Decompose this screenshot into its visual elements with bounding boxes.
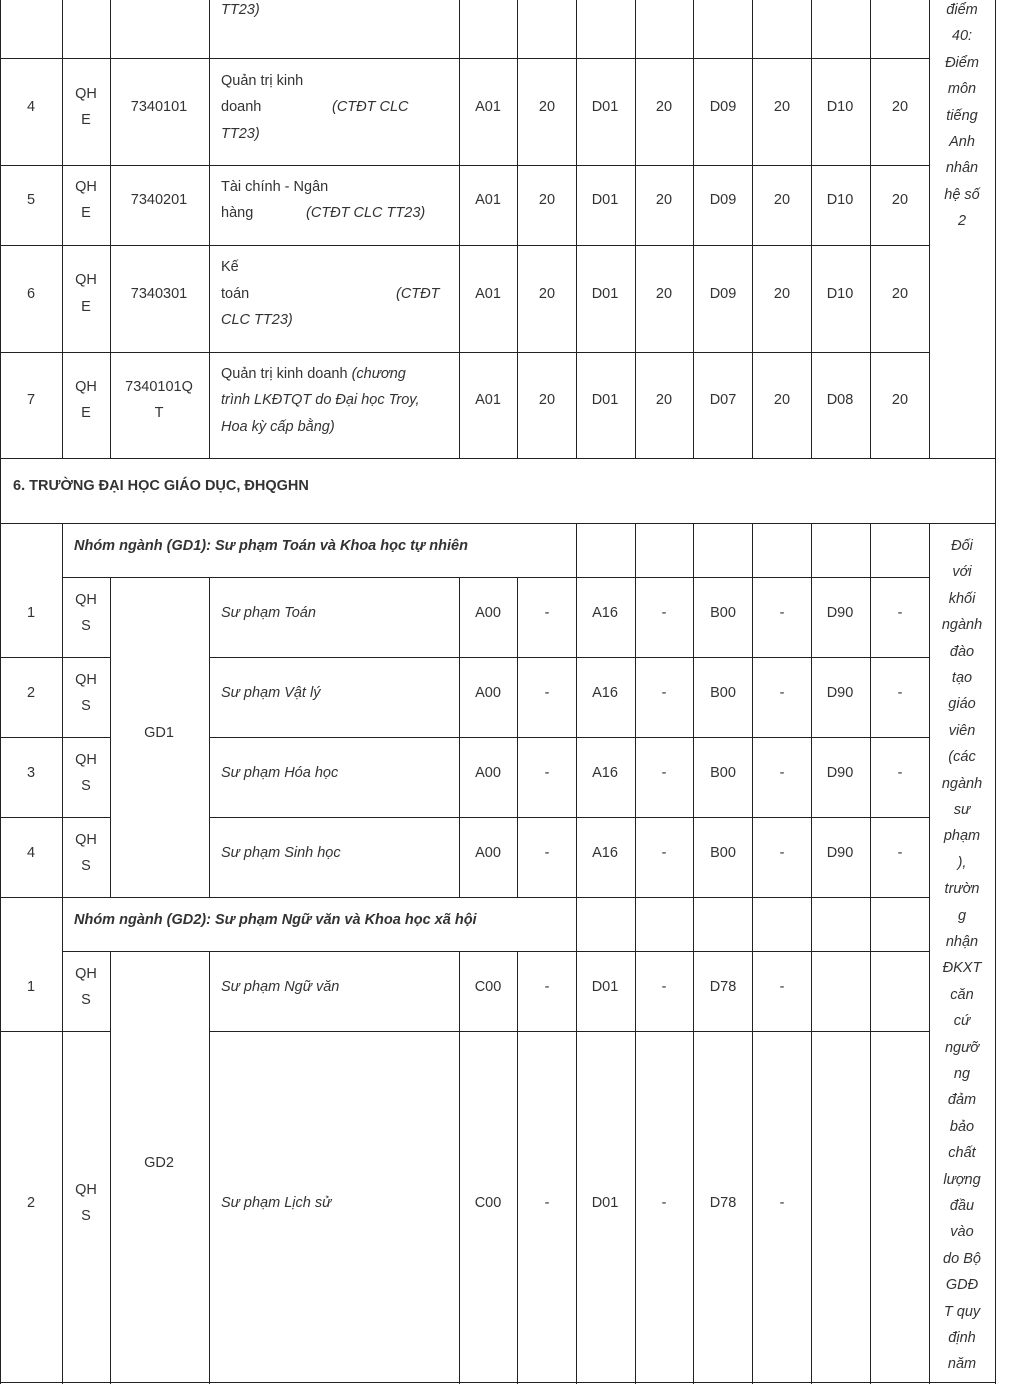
prefix-cell-line1: QH	[75, 672, 97, 688]
grid-line	[929, 0, 930, 459]
combo-cell: D09	[709, 192, 737, 208]
combo-cell: -	[544, 685, 550, 701]
combo-cell: D07	[709, 392, 737, 408]
grid-line	[209, 737, 930, 738]
grid-line	[110, 951, 111, 1384]
stt-cell: 4	[26, 99, 36, 115]
note-line: hệ số	[944, 186, 980, 203]
combo-cell: -	[779, 979, 785, 995]
note-line: viên	[948, 722, 976, 739]
prefix-cell-line2: E	[81, 405, 91, 421]
prefix-cell-line1: QH	[75, 832, 97, 848]
grid-line	[517, 577, 518, 898]
grid-line	[0, 458, 996, 459]
stt-cell: 7	[26, 392, 36, 408]
program-cell: Sư phạm Ngữ văn	[221, 979, 340, 995]
combo-cell: -	[544, 845, 550, 861]
program-cell-italic: (CTĐT	[396, 286, 440, 302]
grid-line	[0, 0, 1, 459]
combo-cell: A01	[475, 392, 501, 408]
combo-cell: 20	[773, 392, 791, 408]
combo-cell: A00	[475, 845, 501, 861]
note-line: do Bộ	[943, 1250, 981, 1267]
grid-line	[635, 0, 636, 459]
grid-line	[62, 577, 930, 578]
note-line: Đối	[951, 538, 973, 554]
combo-cell: D90	[826, 845, 854, 861]
combo-cell: -	[897, 685, 903, 701]
combo-cell: 20	[538, 192, 556, 208]
combo-cell: -	[779, 1195, 785, 1211]
group1-code: GD1	[144, 725, 174, 741]
combo-cell: D01	[591, 979, 619, 995]
grid-line	[62, 0, 63, 459]
combo-cell: -	[661, 1195, 667, 1211]
combo-cell: B00	[710, 605, 736, 621]
note-line: chất	[948, 1145, 976, 1162]
grid-line	[209, 0, 210, 459]
grid-line	[0, 1031, 111, 1032]
grid-line	[110, 577, 111, 898]
combo-cell: -	[661, 979, 667, 995]
grid-line	[209, 817, 930, 818]
prefix-cell-line2: E	[81, 112, 91, 128]
note-line: đảm	[947, 1092, 977, 1109]
program-cell-italic-line3: TT23)	[221, 126, 260, 142]
note-line: ),	[957, 854, 967, 871]
combo-cell: 20	[891, 99, 909, 115]
note-line: 40:	[951, 28, 973, 45]
combo-cell: -	[779, 685, 785, 701]
stt-cell: 1	[26, 979, 36, 995]
note-line: giáo	[948, 696, 976, 713]
program-cell-line1: Quản trị kinh doanh (chương	[221, 366, 406, 382]
combo-cell: 20	[891, 192, 909, 208]
note-line: tạo	[951, 670, 973, 686]
combo-cell: 20	[538, 99, 556, 115]
combo-cell: 20	[655, 99, 673, 115]
grid-line	[811, 0, 812, 459]
program-cell-line1: Kế	[221, 259, 239, 275]
group1-title: Nhóm ngành (GD1): Sư phạm Toán và Khoa học tự nhiên	[74, 538, 468, 554]
combo-cell: -	[661, 845, 667, 861]
note-line: với	[952, 564, 972, 581]
stt-cell: 2	[26, 1195, 36, 1211]
combo-cell: 20	[655, 192, 673, 208]
program-cell-italic: (CTĐT CLC	[332, 99, 409, 115]
grid-line	[752, 0, 753, 459]
grid-line	[752, 523, 753, 1384]
combo-cell: A01	[475, 286, 501, 302]
prefix-cell-line2: S	[81, 618, 91, 634]
grid-line	[517, 0, 518, 459]
grid-line	[459, 0, 460, 459]
group2-title: Nhóm ngành (GD2): Sư phạm Ngữ văn và Khoa học xã hội	[74, 912, 477, 928]
program-cell-line2: hàng	[221, 205, 254, 221]
combo-cell: 20	[773, 286, 791, 302]
combo-cell: D01	[591, 286, 619, 302]
prefix-cell-line1: QH	[75, 86, 97, 102]
combo-cell: -	[544, 765, 550, 781]
combo-cell: -	[779, 765, 785, 781]
prefix-cell-line2: S	[81, 992, 91, 1008]
combo-cell: -	[897, 765, 903, 781]
grid-line	[110, 0, 111, 459]
note-line: môn	[947, 81, 977, 98]
note-line: Anh	[949, 134, 975, 150]
program-cell-italic: (CTĐT CLC TT23)	[306, 205, 426, 221]
note-line: điểm	[946, 2, 978, 18]
combo-cell: -	[897, 605, 903, 621]
combo-cell: -	[661, 765, 667, 781]
prefix-cell-line1: QH	[75, 752, 97, 768]
combo-cell: D01	[591, 1195, 619, 1211]
combo-cell: B00	[710, 685, 736, 701]
combo-cell: 20	[891, 286, 909, 302]
note-line: tiếng	[946, 107, 978, 124]
program-cell: Sư phạm Lịch sử	[221, 1195, 332, 1211]
section-title: 6. TRƯỜNG ĐẠI HỌC GIÁO DỤC, ĐHQGHN	[13, 478, 309, 494]
combo-cell: D01	[591, 99, 619, 115]
combo-cell: D78	[709, 979, 737, 995]
note-line: bảo	[949, 1118, 975, 1135]
combo-cell: D78	[709, 1195, 737, 1211]
code-cell-line1: 7340101Q	[125, 379, 193, 395]
grid-line	[811, 523, 812, 1384]
note-line: ngành	[941, 775, 983, 792]
combo-cell: A16	[592, 685, 618, 701]
prefix-cell-line2: S	[81, 698, 91, 714]
prefix-cell-line1: QH	[75, 272, 97, 288]
grid-line	[0, 817, 111, 818]
combo-cell: D01	[591, 392, 619, 408]
combo-cell: 20	[891, 392, 909, 408]
note-line: ngưỡ	[944, 1039, 980, 1056]
note-line: ĐKXT	[942, 960, 982, 977]
note-line: g	[957, 907, 967, 924]
code-cell-line2: T	[154, 405, 164, 421]
group2-code: GD2	[144, 1155, 174, 1171]
combo-cell: A00	[475, 685, 501, 701]
program-cell-line2: toán	[221, 286, 250, 302]
grid-line	[209, 1031, 930, 1032]
grid-line	[0, 458, 1, 1384]
combo-cell: A01	[475, 192, 501, 208]
prefix-cell-line2: S	[81, 1208, 91, 1224]
grid-line	[62, 951, 930, 952]
note-line: đào	[949, 643, 975, 660]
stt-cell: 6	[26, 286, 36, 302]
grid-line	[0, 657, 111, 658]
grid-line	[635, 523, 636, 1384]
combo-cell: B00	[710, 845, 736, 861]
note-line: khối	[948, 590, 976, 607]
note-line: vào	[950, 1224, 974, 1241]
program-cell: Sư phạm Vật lý	[221, 685, 321, 701]
note-line: GDĐ	[945, 1277, 979, 1294]
grid-line	[693, 0, 694, 459]
prefix-cell-line2: E	[81, 205, 91, 221]
combo-cell: -	[779, 605, 785, 621]
prefix-cell-line1: QH	[75, 966, 97, 982]
program-cell-line1: Quản trị kinh	[221, 73, 304, 89]
grid-line	[459, 951, 460, 1384]
combo-cell: A00	[475, 765, 501, 781]
note-line: ng	[953, 1066, 971, 1082]
prefix-cell-line2: S	[81, 858, 91, 874]
combo-cell: D10	[826, 286, 854, 302]
grid-line	[0, 352, 930, 353]
stt-cell: 4	[26, 845, 36, 861]
note-line: năm	[947, 1356, 977, 1373]
note-line: phạm	[943, 828, 981, 845]
combo-cell: -	[661, 685, 667, 701]
grid-line	[995, 0, 996, 459]
combo-cell: D08	[826, 392, 854, 408]
combo-cell: A16	[592, 845, 618, 861]
combo-cell: -	[779, 845, 785, 861]
grid-line	[62, 523, 63, 1384]
combo-cell: 20	[655, 286, 673, 302]
combo-cell: A16	[592, 765, 618, 781]
grid-line	[693, 523, 694, 1384]
grid-line	[870, 523, 871, 1384]
note-line: lượng	[943, 1171, 981, 1188]
combo-cell: 20	[773, 192, 791, 208]
combo-cell: D90	[826, 605, 854, 621]
combo-cell: 20	[773, 99, 791, 115]
combo-cell: D10	[826, 99, 854, 115]
combo-cell: A16	[592, 605, 618, 621]
grid-line	[870, 0, 871, 459]
combo-cell: -	[544, 605, 550, 621]
grid-line	[0, 737, 111, 738]
note-line: trườn	[944, 881, 980, 898]
grid-line	[0, 245, 930, 246]
stt-cell: 2	[26, 685, 36, 701]
prefix-cell-line2: S	[81, 778, 91, 794]
prefix-cell-line1: QH	[75, 592, 97, 608]
note-line: sư	[953, 802, 971, 818]
program-cell: Sư phạm Hóa học	[221, 765, 339, 781]
grid-line	[209, 577, 210, 898]
program-cell-line1: Tài chính - Ngân	[221, 179, 329, 195]
prefix-cell-line2: E	[81, 299, 91, 315]
grid-line	[209, 951, 210, 1384]
combo-cell: B00	[710, 765, 736, 781]
grid-line	[0, 165, 930, 166]
note-line: Điểm	[945, 54, 979, 71]
combo-cell: -	[544, 979, 550, 995]
stt-cell: 1	[26, 605, 36, 621]
note-line: đầu	[949, 1198, 975, 1214]
grid-line	[459, 577, 460, 898]
prefix-cell-line1: QH	[75, 379, 97, 395]
code-cell: 7340101	[130, 99, 188, 115]
combo-cell: A00	[475, 605, 501, 621]
grid-line	[0, 897, 930, 898]
combo-cell: D10	[826, 192, 854, 208]
code-cell: 7340201	[130, 192, 188, 208]
grid-line	[576, 0, 577, 459]
code-cell: 7340301	[130, 286, 188, 302]
stt-cell: 3	[26, 765, 36, 781]
combo-cell: A01	[475, 99, 501, 115]
program-cell: Sư phạm Sinh học	[221, 845, 341, 861]
combo-cell: 20	[538, 392, 556, 408]
note-line: nhận	[945, 934, 979, 950]
combo-cell: 20	[655, 392, 673, 408]
stt-cell: 5	[26, 192, 36, 208]
combo-cell: D09	[709, 286, 737, 302]
grid-line	[576, 523, 577, 1384]
grid-line	[929, 523, 930, 1384]
combo-cell: C00	[474, 979, 502, 995]
prefix-cell-line1: QH	[75, 1182, 97, 1198]
program-cell-line3: Hoa kỳ cấp bằng)	[221, 419, 335, 435]
combo-cell: C00	[474, 1195, 502, 1211]
program-cell-line2: doanh	[221, 99, 262, 115]
program-cell-continued: TT23)	[221, 2, 260, 18]
combo-cell: D90	[826, 765, 854, 781]
note-line: định	[948, 1330, 976, 1346]
note-line: căn	[950, 986, 974, 1003]
combo-cell: D09	[709, 99, 737, 115]
note-line: (các	[948, 749, 976, 766]
combo-cell: -	[897, 845, 903, 861]
combo-cell: -	[544, 1195, 550, 1211]
note-line: cứ	[953, 1013, 971, 1030]
combo-cell: D90	[826, 685, 854, 701]
prefix-cell-line1: QH	[75, 179, 97, 195]
note-line: T quy	[943, 1303, 981, 1320]
program-cell: Sư phạm Toán	[221, 605, 316, 621]
grid-line	[0, 523, 996, 524]
combo-cell: -	[661, 605, 667, 621]
note-line: ngành	[941, 617, 983, 634]
program-cell-italic-line3: CLC TT23)	[221, 312, 293, 328]
grid-line	[0, 58, 930, 59]
program-cell-line2: trình LKĐTQT do Đại học Troy,	[221, 392, 420, 408]
grid-line	[209, 657, 930, 658]
note-line: nhân	[945, 160, 979, 177]
combo-cell: D01	[591, 192, 619, 208]
note-line: 2	[957, 213, 967, 230]
grid-line	[517, 951, 518, 1384]
grid-line	[995, 458, 996, 1384]
combo-cell: 20	[538, 286, 556, 302]
